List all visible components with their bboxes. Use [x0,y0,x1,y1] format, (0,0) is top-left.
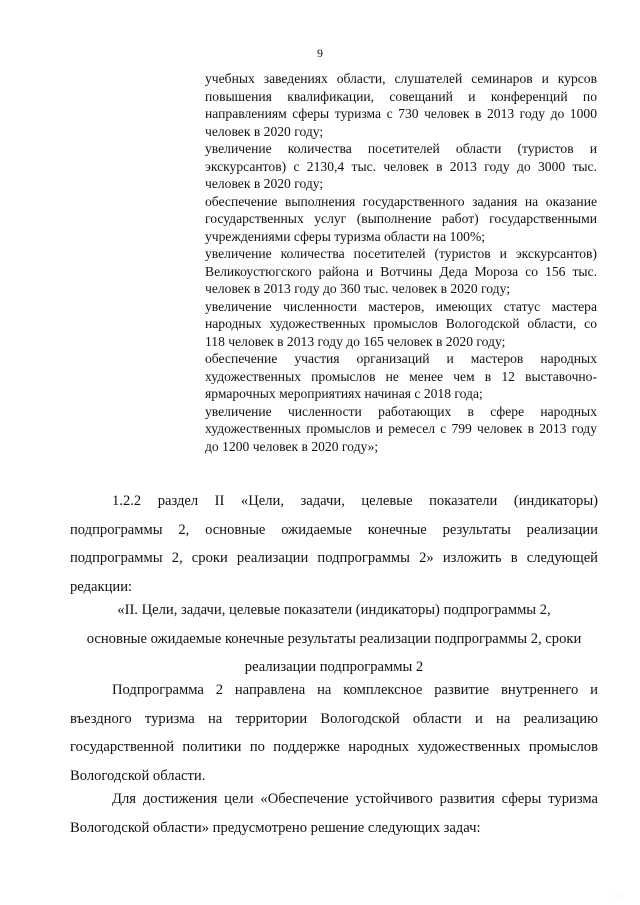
indicator-item: увеличение численности работающих в сфере народных художественных промыслов и ремесел с 799 человек в 2013 году до 1200 человек в 2020 году»; [205,403,597,454]
heading-line: реализации подпрограммы 2 [244,659,424,676]
indicator-item: учебных заведениях области, слушателей семинаров и курсов повышения квалификации, совещаний и конференций по направлениям сферы туризма с 730 человек в 2013 году до 1000 человек в 2020 году; [205,71,597,139]
indicator-item: увеличение численности мастеров, имеющих статус мастера народных художественных промыслов Вологодской области, со 118 человек в 2013 году до 165 человек в 2020 году; [205,298,597,349]
section-paragraph: 1.2.2 раздел II «Цели, задачи, целевые показатели (индикаторы) подпрограммы 2, основные ожидаемые конечные результаты реализации подпрограммы 2, сроки реализации подпрограммы 2» изложить в следующей редакции: [70,493,598,596]
section-heading [70,596,598,682]
indicator-item: увеличение количества посетителей области (туристов и экскурсантов) с 2130,4 тыс. человек в 2013 году до 3000 тыс. человек в 2020 году; [205,141,597,191]
heading-line: «II. Цели, задачи, целевые показатели (индикаторы) подпрограммы 2, [117,602,551,618]
heading-line: основные ожидаемые конечные результаты реализации подпрограммы 2, сроки [86,630,582,647]
section-amendment [70,487,598,602]
body-paragraph: Подпрограмма 2 направлена на комплексное развитие внутреннего и въездного туризма на территории Вологодской области и на реализацию государственной политики по поддержке народных художественных промыслов Вологодской области. [70,682,598,785]
indicator-list [205,70,597,455]
scan-mark: · · [614,892,622,901]
indicator-item: увеличение количества посетителей (туристов и экскурсантов) Великоустюгского района и Вотчины Деда Мороза со 156 тыс. человек в 2013 году до 360 тыс. человек в 2020 году; [205,246,597,296]
indicator-item: обеспечение выполнения государственного задания на оказание государственных услуг (выполнение работ) государственными учреждениями сферы туризма области на 100%; [205,193,597,244]
page-number: 9 [317,46,323,60]
body-paragraph: Для достижения цели «Обеспечение устойчивого развития сферы туризма Вологодской области» предусмотрено решение следующих задач: [70,791,598,836]
indicator-item: обеспечение участия организаций и мастеров народных художественных промыслов не менее чем в 12 выставочно-ярмарочных мероприятиях начиная с 2018 года; [205,351,597,401]
body-paragraph-1-wrap [70,676,598,791]
body-paragraph-2-wrap [70,785,598,842]
